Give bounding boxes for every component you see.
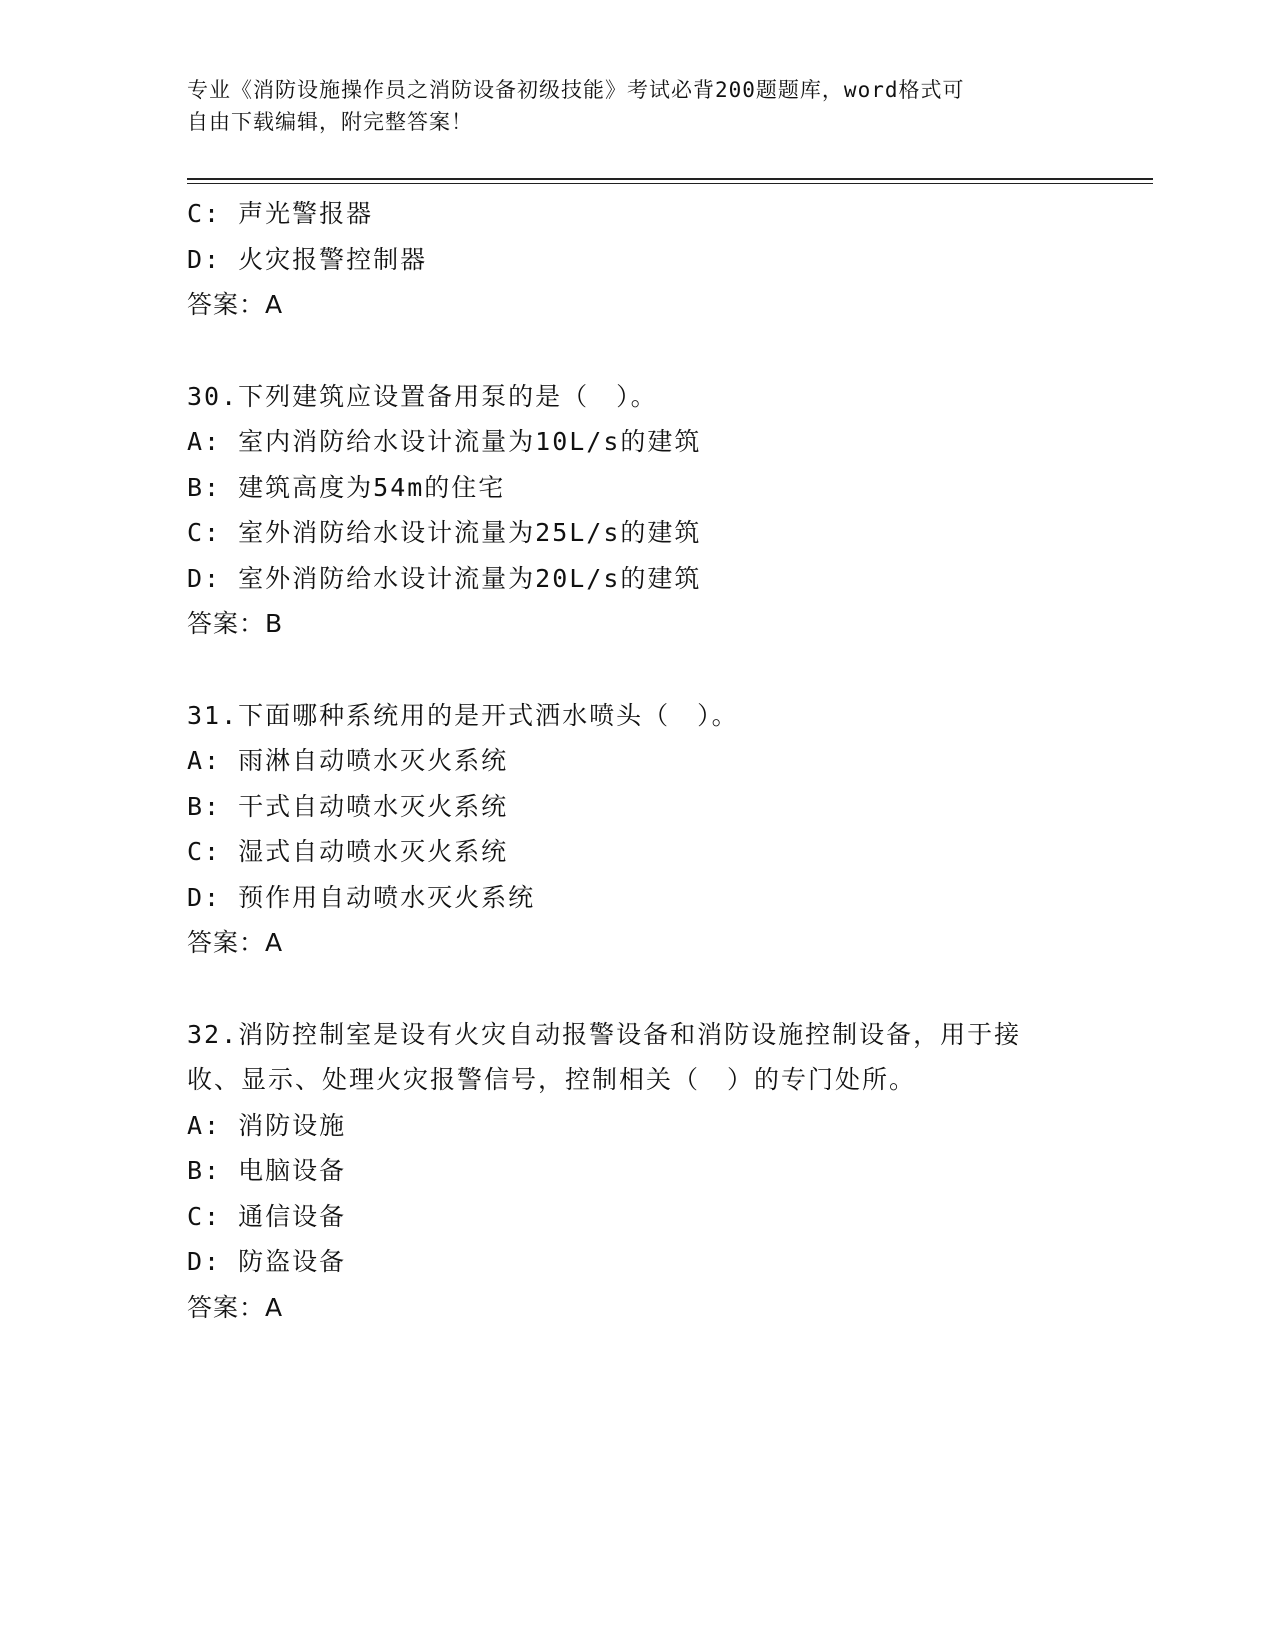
answer-line: 答案：B	[187, 609, 284, 638]
option-d: D: 室外消防给水设计流量为20L/s的建筑	[187, 563, 702, 593]
answer-line: 答案：A	[187, 290, 284, 319]
option-a: A: 消防设施	[187, 1110, 347, 1140]
spacer	[187, 647, 1087, 693]
question-stem: 30.下列建筑应设置备用泵的是（ ）。	[187, 381, 658, 411]
document-header	[187, 74, 1067, 138]
question-block-30	[187, 374, 1087, 647]
answer-line: 答案：A	[187, 1292, 284, 1322]
option-c: C: 室外消防给水设计流量为25L/s的建筑	[187, 518, 702, 547]
header-line-1: 专业《消防设施操作员之消防设备初级技能》考试必背200题题库，word格式可	[187, 78, 965, 102]
option-a: A: 雨淋自动喷水灭火系统	[187, 746, 509, 775]
spacer	[187, 966, 1087, 1012]
header-divider-thin	[187, 183, 1153, 184]
question-content	[187, 191, 1087, 1330]
question-stem: 31.下面哪种系统用的是开式洒水喷头（ ）。	[187, 700, 739, 730]
option-a: A: 室内消防给水设计流量为10L/s的建筑	[187, 427, 702, 456]
answer-line: 答案：A	[187, 928, 284, 957]
option-d: D: 预作用自动喷水灭火系统	[187, 882, 536, 912]
option-c: C: 通信设备	[187, 1201, 347, 1231]
question-block-32	[187, 1012, 1087, 1331]
question-block-31	[187, 693, 1087, 966]
option-c: C: 声光警报器	[187, 199, 374, 228]
question-stem: 32.消防控制室是设有火灾自动报警设备和消防设施控制设备，用于接收、显示、处理火灾报警信号，控制相关（ ）的专门处所。	[187, 1019, 1022, 1094]
option-b: B: 干式自动喷水灭火系统	[187, 791, 509, 821]
option-d: D: 防盗设备	[187, 1247, 347, 1276]
question-block-29	[187, 191, 1087, 328]
option-b: B: 建筑高度为54m的住宅	[187, 472, 506, 502]
option-d: D: 火灾报警控制器	[187, 244, 428, 274]
spacer	[187, 328, 1087, 374]
header-divider-thick	[187, 178, 1153, 180]
option-c: C: 湿式自动喷水灭火系统	[187, 837, 509, 866]
option-b: B: 电脑设备	[187, 1156, 347, 1185]
header-line-2: 自由下载编辑，附完整答案！	[187, 110, 473, 134]
